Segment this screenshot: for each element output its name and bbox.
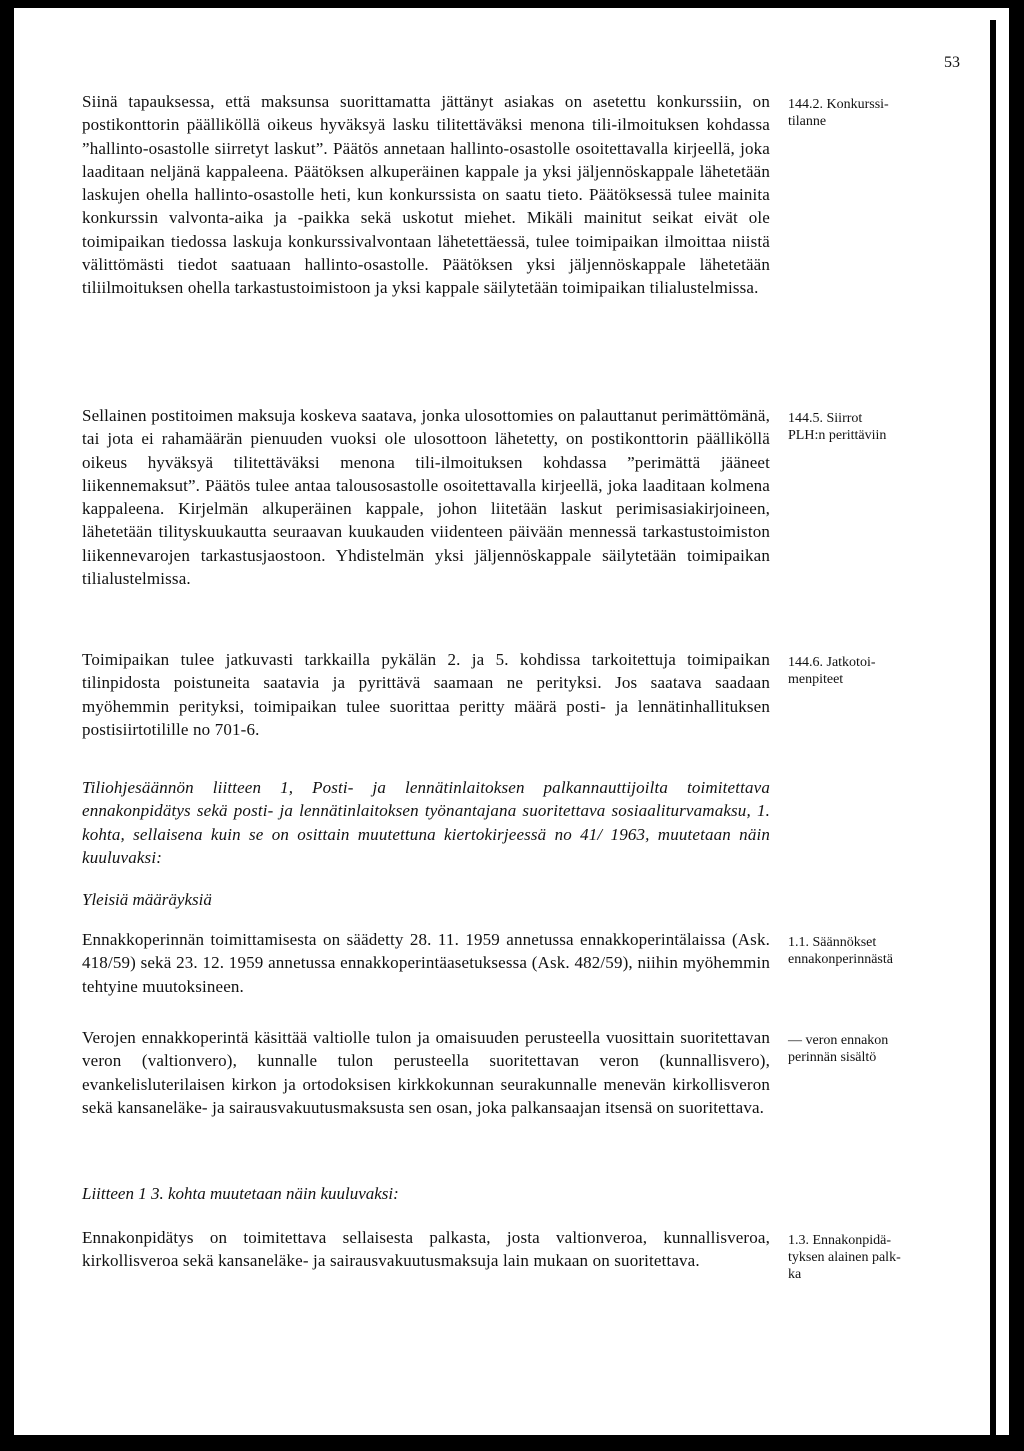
scan-border-bottom — [0, 1435, 1024, 1451]
paragraph-1-3: Ennakonpidätys on toimitettava sellaisesta palkasta, josta valtionveroa, kunnallisveroa, kirkollisveroa sekä kansaneläke- ja sairausvakuutusmaksuja lain mukaan on suoritettava. — [82, 1228, 770, 1271]
paragraph-144-6: Toimipaikan tulee jatkuvasti tarkkailla pykälän 2. ja 5. kohdissa tarkoitettuja toimipaikan tilinpidosta poistuneita saatavia ja pyrittävä saamaan ne perityksi. Jos saatava saadaan myöhemmin perityksi, toimipaikan tulee suorittaa peritty määrä posti- ja lennätinhallituksen postisiirtotilille no 701-6. — [82, 650, 770, 739]
amendment2-intro: Liitteen 1 3. kohta muutetaan näin kuuluvaksi: — [82, 1184, 399, 1203]
scan-border-top — [0, 0, 1024, 8]
paragraph-1-1: Ennakkoperinnän toimittamisesta on säädetty 28. 11. 1959 annetussa ennakkoperintälaissa (Ask. 418/59) sekä 23. 12. 1959 annetussa ennakkoperintäasetuksessa (Ask. 482/59), niihin myöhemmin tehtyine muutoksineen. — [82, 930, 770, 996]
margin-label-144-2: 144.2. Konkurssi- tilanne — [788, 97, 889, 129]
margin-label-1-1: 1.1. Säännökset ennakonperinnästä — [788, 935, 893, 967]
paragraph-144-5: Sellainen postitoimen maksuja koskeva saatava, jonka ulosottomies on palauttanut perimättömänä, tai jota ei rahamäärän pienuuden vuoksi ole ulosottoon lähetetty, on postikonttorin päälliköllä oikeus hyväksyä tilitettäväksi menona tili-ilmoituksen kohdassa ”perimättä jääneet liikennemaksut”. Päätös tulee antaa talousosastolle osoitettavalla kirjeellä, joka laaditaan kolmena kappaleena. Kirjelmän alkuperäinen kappale, johon liitetään laskut perimisasiakirjoineen, lähetetään tilityskuukautta seuraavan kuukauden viidenteen päivään mennessä tarkastustoimiston liikennevarojen tarkastusjaostoon. Yhdistelmän yksi jäljennöskappale säilytetään toimipaikan tilialustelmissa. — [82, 406, 770, 589]
margin-label-144-6: 144.6. Jatkotoi- menpiteet — [788, 655, 876, 687]
paragraph-tax-content: Verojen ennakkoperintä käsittää valtiolle tulon ja omaisuuden perusteella vuosittain suoritettavan veron (valtionvero), kunnalle tulon perusteella suoritettavan veron (kunnallisvero), evankelisluterilaisen kirkon ja ortodoksisen kirkkokunnan seurakunnalle menevän kirkollisveron sekä kansaneläke- ja sairausvakuutusmaksusta sen osan, joka palkansaajan itsensä on suoritettava. — [82, 1028, 770, 1117]
amendment-intro: Tiliohjesäännön liitteen 1, Posti- ja lennätinlaitoksen palkannauttijoilta toimitettava ennakonpidätys sekä posti- ja lennätinlaitoksen työnantajana suoritettava sosiaaliturvamaksu, 1. kohta, sellaisena kuin se on osittain muutettuna kiertokirjeessä no 41/ 1963, muutetaan näin kuuluvaksi: — [82, 778, 770, 867]
margin-label-1-3: 1.3. Ennakonpidä- tyksen alainen palk- ka — [788, 1233, 901, 1282]
scan-border-right — [1009, 0, 1024, 1451]
margin-label-144-5: 144.5. Siirrot PLH:n perittäviin — [788, 411, 887, 443]
scan-edge-right — [990, 20, 996, 1440]
margin-label-tax-content: — veron ennakon perinnän sisältö — [788, 1033, 889, 1065]
general-heading: Yleisiä määräyksiä — [82, 890, 212, 909]
scan-border-left — [0, 0, 14, 1451]
paragraph-144-2: Siinä tapauksessa, että maksunsa suorittamatta jättänyt asiakas on asetettu konkurssiin, on postikonttorin päälliköllä oikeus hyväksyä lasku tilitettäväksi menona tili-ilmoituksen kohdassa ”hallinto-osastolle siirretyt laskut”. Päätös annetaan hallinto-osastolle osoitettavalla kirjeellä, joka laaditaan neljänä kappaleena. Päätöksen alkuperäinen kappale ja yksi jäljennöskappale lähetetään laskujen ohella hallinto-osastolle heti, kun konkurssista on saatu tieto. Päätöksessä tulee mainita konkurssin valvonta-aika ja -paikka sekä uskotut miehet. Mikäli mainitut seikat eivät ole toimipaikan tiedossa laskuja konkurssivalvontaan lähetettäessä, tulee toimipaikan ilmoittaa niistä välittömästi tiedot saatuaan hallinto-osastolle. Päätöksen yksi jäljennöskappale lähetetään tiliilmoituksen ohella tarkastustoimistoon ja yksi kappale säilytetään toimipaikan tilialustelmissa. — [82, 92, 770, 298]
page-number: 53 — [944, 54, 960, 71]
